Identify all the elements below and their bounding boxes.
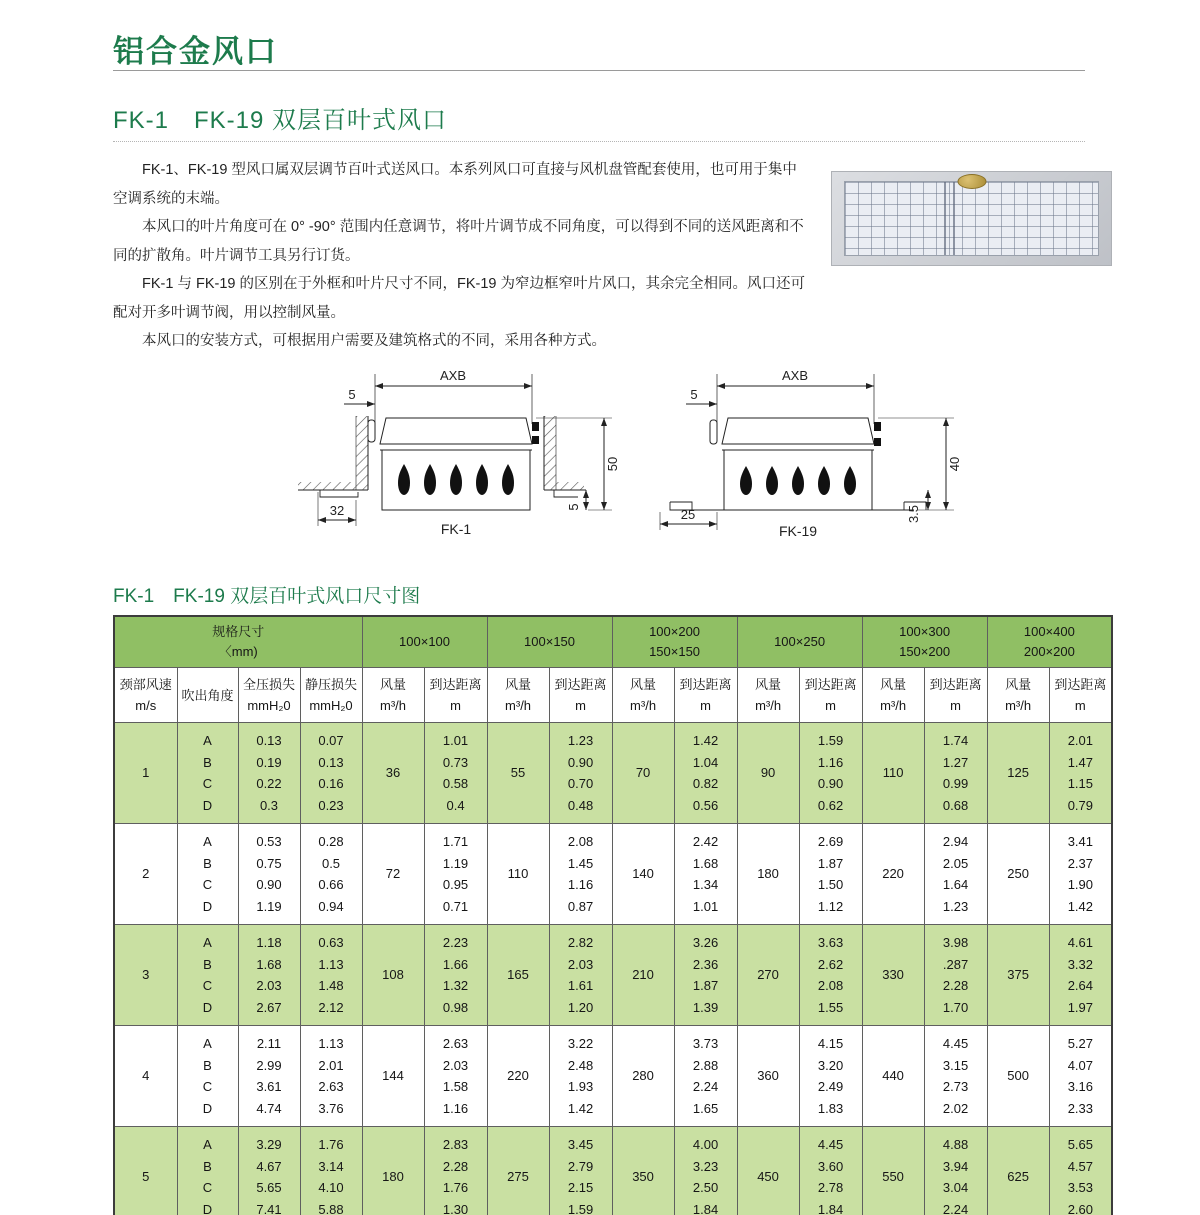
header-size-4: 100×300 150×200 xyxy=(862,616,987,668)
airflow-cell-0: 180 xyxy=(362,1127,424,1215)
distance-cell-2: 3.26 2.36 1.87 1.39 xyxy=(674,925,737,1026)
intro-paragraph: FK-1 与 FK-19 的区别在于外框和叶片尺寸不同，FK-19 为窄边框窄叶片风口，其余完全相同。风口还可配对开多叶调节阀，用以控制风量。 xyxy=(113,276,806,321)
distance-cell-2: 3.73 2.88 2.24 1.65 xyxy=(674,1026,737,1127)
distance-cell-5: 2.01 1.47 1.15 0.79 xyxy=(1049,723,1112,824)
spec-table xyxy=(113,615,1113,1215)
fk19-diagram xyxy=(622,364,974,538)
distance-cell-1: 2.08 1.45 1.16 0.87 xyxy=(549,824,612,925)
airflow-cell-5: 250 xyxy=(987,824,1049,925)
distance-cell-0: 1.71 1.19 0.95 0.71 xyxy=(424,824,487,925)
fk1-dim-50: 50 xyxy=(605,456,620,472)
distance-cell-3: 4.45 3.60 2.78 1.84 xyxy=(799,1127,862,1215)
spec-table-body xyxy=(114,616,1112,1215)
title-divider xyxy=(113,70,1085,71)
total-loss-cell: 3.29 4.67 5.65 7.41 xyxy=(238,1127,300,1215)
total-loss-cell: 0.53 0.75 0.90 1.19 xyxy=(238,824,300,925)
airflow-cell-2: 210 xyxy=(612,925,674,1026)
angle-cell: A B C D xyxy=(177,723,238,824)
header-reach-distance-2: 到达距离 m xyxy=(674,668,737,723)
fk1-dim-32: 32 xyxy=(329,503,345,518)
total-loss-cell: 1.18 1.68 2.03 2.67 xyxy=(238,925,300,1026)
velocity-group-2 xyxy=(114,824,1112,925)
header-size-3: 100×250 xyxy=(737,616,862,668)
header-total-pressure-loss: 全压损失 mmH₂0 xyxy=(238,668,300,723)
velocity-group-5 xyxy=(114,1127,1112,1215)
velocity-cell: 3 xyxy=(114,925,177,1026)
header-airflow-1: 风量 m³/h xyxy=(487,668,549,723)
airflow-cell-3: 90 xyxy=(737,723,799,824)
distance-cell-5: 3.41 2.37 1.90 1.42 xyxy=(1049,824,1112,925)
airflow-cell-4: 550 xyxy=(862,1127,924,1215)
angle-cell: A B C D xyxy=(177,1127,238,1215)
fk1-dim-axb: AXB xyxy=(439,368,467,383)
header-size-5: 100×400 200×200 xyxy=(987,616,1112,668)
grille-divider xyxy=(953,182,955,255)
section-title: FK-1 FK-19 双层百叶式风口 xyxy=(113,107,448,134)
distance-cell-2: 4.00 3.23 2.50 1.84 xyxy=(674,1127,737,1215)
static-loss-cell: 1.76 3.14 4.10 5.88 xyxy=(300,1127,362,1215)
distance-cell-2: 1.42 1.04 0.82 0.56 xyxy=(674,723,737,824)
header-reach-distance-3: 到达距离 m xyxy=(799,668,862,723)
intro-paragraph: 本风口的叶片角度可在 0° -90° 范围内任意调节，将叶片调节成不同角度，可以得到不同的送风距离和不同的扩散角。叶片调节工具另行订货。 xyxy=(113,219,804,264)
airflow-cell-1: 275 xyxy=(487,1127,549,1215)
header-neck-velocity: 颈部风速 m/s xyxy=(114,668,177,723)
distance-cell-5: 5.65 4.57 3.53 2.60 xyxy=(1049,1127,1112,1215)
distance-cell-1: 2.82 2.03 1.61 1.20 xyxy=(549,925,612,1026)
distance-cell-1: 3.22 2.48 1.93 1.42 xyxy=(549,1026,612,1127)
intro-paragraph: 本风口的安装方式，可根据用户需要及建筑格式的不同，采用各种方式。 xyxy=(142,333,606,349)
intro-paragraph: FK-1、FK-19 型风口属双层调节百叶式送风口。本系列风口可直接与风机盘管配套使用，也可用于集中空调系统的末端。 xyxy=(113,162,797,207)
fk19-dim-25: 25 xyxy=(680,507,696,522)
airflow-cell-4: 330 xyxy=(862,925,924,1026)
velocity-cell: 4 xyxy=(114,1026,177,1127)
velocity-cell: 1 xyxy=(114,723,177,824)
airflow-cell-2: 70 xyxy=(612,723,674,824)
table-title: FK-1 FK-19 双层百叶式风口尺寸图 xyxy=(113,586,421,607)
airflow-cell-2: 140 xyxy=(612,824,674,925)
airflow-cell-2: 280 xyxy=(612,1026,674,1127)
airflow-cell-4: 220 xyxy=(862,824,924,925)
fk19-dim-axb: AXB xyxy=(781,368,809,383)
velocity-group-3 xyxy=(114,925,1112,1026)
header-airflow-4: 风量 m³/h xyxy=(862,668,924,723)
header-reach-distance-5: 到达距离 m xyxy=(1049,668,1112,723)
velocity-cell: 2 xyxy=(114,824,177,925)
total-loss-cell: 0.13 0.19 0.22 0.3 xyxy=(238,723,300,824)
distance-cell-0: 2.63 2.03 1.58 1.16 xyxy=(424,1026,487,1127)
header-airflow-5: 风量 m³/h xyxy=(987,668,1049,723)
airflow-cell-0: 72 xyxy=(362,824,424,925)
velocity-group-4 xyxy=(114,1026,1112,1127)
airflow-cell-0: 36 xyxy=(362,723,424,824)
airflow-cell-3: 270 xyxy=(737,925,799,1026)
static-loss-cell: 1.13 2.01 2.63 3.76 xyxy=(300,1026,362,1127)
fk19-dim-3-5: 3.5 xyxy=(906,504,921,524)
header-reach-distance-4: 到达距离 m xyxy=(924,668,987,723)
product-photo xyxy=(831,171,1112,266)
fk19-caption: FK-19 xyxy=(778,523,818,538)
velocity-cell: 5 xyxy=(114,1127,177,1215)
velocity-group-1 xyxy=(114,723,1112,824)
distance-cell-3: 3.63 2.62 2.08 1.55 xyxy=(799,925,862,1026)
angle-cell: A B C D xyxy=(177,824,238,925)
distance-cell-5: 5.27 4.07 3.16 2.33 xyxy=(1049,1026,1112,1127)
airflow-cell-2: 350 xyxy=(612,1127,674,1215)
airflow-cell-5: 500 xyxy=(987,1026,1049,1127)
header-spec-size: 规格尺寸 〈mm) xyxy=(114,616,362,668)
distance-cell-4: 3.98 .287 2.28 1.70 xyxy=(924,925,987,1026)
distance-cell-1: 1.23 0.90 0.70 0.48 xyxy=(549,723,612,824)
section-divider xyxy=(113,141,1085,142)
distance-cell-4: 4.88 3.94 3.04 2.24 xyxy=(924,1127,987,1215)
distance-cell-3: 4.15 3.20 2.49 1.83 xyxy=(799,1026,862,1127)
header-blow-angle: 吹出角度 xyxy=(177,668,238,723)
fk1-diagram xyxy=(280,364,632,538)
header-airflow-3: 风量 m³/h xyxy=(737,668,799,723)
grille-divider xyxy=(944,182,946,255)
distance-cell-0: 2.83 2.28 1.76 1.30 xyxy=(424,1127,487,1215)
fk1-dim-5b: 5 xyxy=(566,503,581,511)
header-size-0: 100×100 xyxy=(362,616,487,668)
header-airflow-0: 风量 m³/h xyxy=(362,668,424,723)
distance-cell-5: 4.61 3.32 2.64 1.97 xyxy=(1049,925,1112,1026)
distance-cell-3: 2.69 1.87 1.50 1.12 xyxy=(799,824,862,925)
airflow-cell-0: 144 xyxy=(362,1026,424,1127)
fk1-dim-5: 5 xyxy=(348,387,356,402)
distance-cell-4: 4.45 3.15 2.73 2.02 xyxy=(924,1026,987,1127)
distance-cell-3: 1.59 1.16 0.90 0.62 xyxy=(799,723,862,824)
static-loss-cell: 0.63 1.13 1.48 2.12 xyxy=(300,925,362,1026)
distance-cell-4: 2.94 2.05 1.64 1.23 xyxy=(924,824,987,925)
spec-table-wrap xyxy=(113,615,1113,1215)
airflow-cell-4: 440 xyxy=(862,1026,924,1127)
angle-cell: A B C D xyxy=(177,925,238,1026)
total-loss-cell: 2.11 2.99 3.61 4.74 xyxy=(238,1026,300,1127)
airflow-cell-3: 360 xyxy=(737,1026,799,1127)
airflow-cell-1: 220 xyxy=(487,1026,549,1127)
distance-cell-0: 2.23 1.66 1.32 0.98 xyxy=(424,925,487,1026)
page-title: 铝合金风口 xyxy=(113,34,278,69)
distance-cell-2: 2.42 1.68 1.34 1.01 xyxy=(674,824,737,925)
brand-badge xyxy=(957,174,986,189)
airflow-cell-1: 55 xyxy=(487,723,549,824)
header-airflow-2: 风量 m³/h xyxy=(612,668,674,723)
fk19-dim-40: 40 xyxy=(947,456,962,472)
distance-cell-0: 1.01 0.73 0.58 0.4 xyxy=(424,723,487,824)
airflow-cell-5: 125 xyxy=(987,723,1049,824)
intro-text xyxy=(113,156,808,356)
airflow-cell-1: 165 xyxy=(487,925,549,1026)
angle-cell: A B C D xyxy=(177,1026,238,1127)
static-loss-cell: 0.07 0.13 0.16 0.23 xyxy=(300,723,362,824)
header-reach-distance-0: 到达距离 m xyxy=(424,668,487,723)
fk19-dim-5: 5 xyxy=(690,387,698,402)
header-static-pressure-loss: 静压损失 mmH₂0 xyxy=(300,668,362,723)
fk1-caption: FK-1 xyxy=(440,521,472,537)
distance-cell-4: 1.74 1.27 0.99 0.68 xyxy=(924,723,987,824)
static-loss-cell: 0.28 0.5 0.66 0.94 xyxy=(300,824,362,925)
header-size-2: 100×200 150×150 xyxy=(612,616,737,668)
header-reach-distance-1: 到达距离 m xyxy=(549,668,612,723)
airflow-cell-4: 110 xyxy=(862,723,924,824)
airflow-cell-0: 108 xyxy=(362,925,424,1026)
airflow-cell-3: 450 xyxy=(737,1127,799,1215)
distance-cell-1: 3.45 2.79 2.15 1.59 xyxy=(549,1127,612,1215)
airflow-cell-5: 375 xyxy=(987,925,1049,1026)
airflow-cell-3: 180 xyxy=(737,824,799,925)
grille-grid xyxy=(844,181,1099,256)
airflow-cell-5: 625 xyxy=(987,1127,1049,1215)
header-size-1: 100×150 xyxy=(487,616,612,668)
airflow-cell-1: 110 xyxy=(487,824,549,925)
